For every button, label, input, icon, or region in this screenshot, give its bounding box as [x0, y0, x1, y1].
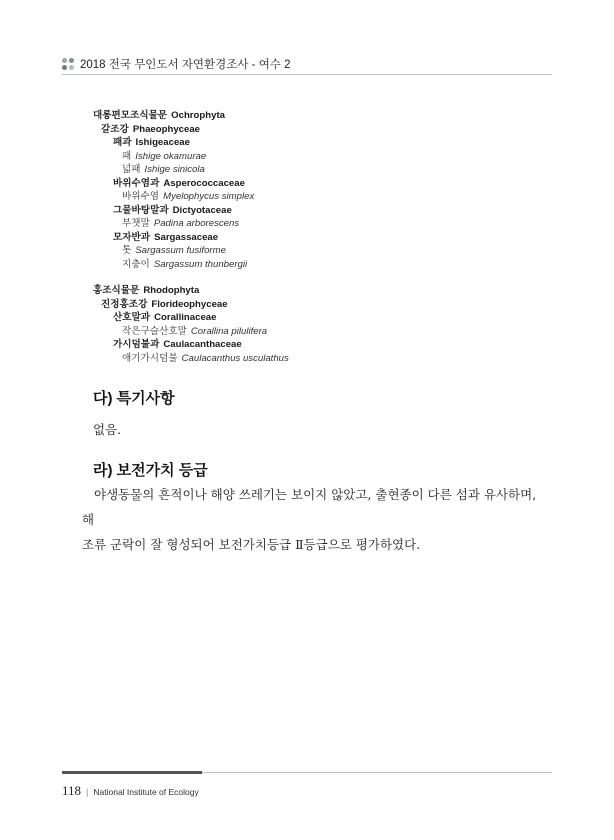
family-row — [93, 311, 513, 325]
species-korean-name: 패 — [122, 150, 132, 162]
dot — [69, 65, 74, 70]
family-name: 그물바탕말과 — [113, 204, 169, 216]
family-row — [93, 338, 513, 352]
family-row — [93, 136, 513, 150]
family-latin: Caulacanthaceae — [163, 339, 242, 350]
header-divider — [62, 74, 552, 75]
taxon-group — [93, 284, 513, 365]
species-row — [93, 258, 513, 272]
species-scientific-name: Padina arborescens — [153, 218, 240, 229]
class-latin: Florideophyceae — [151, 298, 228, 310]
species-korean-name: 부챗말 — [122, 218, 150, 229]
species-scientific-name: Ishige sinicola — [144, 164, 205, 175]
class-name: 진정홍조강 — [101, 298, 148, 310]
family-row — [93, 177, 513, 191]
footer-organization: National Institute of Ecology — [93, 787, 199, 797]
species-scientific-name: Corallina pilulifera — [190, 325, 268, 337]
family-name: 가시덤불과 — [113, 339, 160, 350]
species-row — [93, 163, 513, 177]
species-row — [93, 150, 513, 164]
species-row — [93, 352, 513, 366]
species-scientific-name: Caulacanthus usculathus — [181, 352, 289, 364]
species-scientific-name: Sargassum fusiforme — [135, 245, 226, 256]
section-heading-special-notes: 다) 특기사항 — [93, 390, 175, 407]
division-latin: Ochrophyta — [171, 110, 225, 121]
section-heading-conservation-grade: 라) 보전가치 등급 — [93, 462, 208, 479]
special-notes-text: 없음. — [93, 422, 122, 437]
footer-divider — [202, 772, 552, 773]
class-latin: Phaeophyceae — [132, 123, 201, 135]
family-latin: Asperococcaceae — [163, 177, 245, 189]
species-row — [93, 217, 513, 231]
page-number: 118 — [62, 783, 82, 798]
species-korean-name: 바위수염 — [122, 191, 160, 202]
species-row — [93, 190, 513, 204]
species-korean-name: 지충이 — [122, 258, 150, 270]
division-row — [93, 109, 513, 123]
header-title: 2018 전국 무인도서 자연환경조사 - 여수 2 — [80, 59, 291, 71]
species-korean-name: 작은구슬산호말 — [122, 325, 187, 337]
family-name: 모자반과 — [113, 231, 151, 243]
dot — [62, 65, 67, 70]
species-korean-name: 톳 — [122, 245, 132, 256]
footer-divider-accent — [62, 771, 202, 774]
class-name: 갈조강 — [101, 123, 129, 135]
paragraph-line: 조류 군락이 잘 형성되어 보전가치등급 Ⅱ등급으로 평가하였다. — [82, 537, 421, 552]
footer-separator: | — [86, 787, 89, 797]
dot — [62, 58, 67, 63]
family-latin: Dictyotaceae — [172, 204, 232, 216]
species-list — [93, 109, 513, 378]
division-name: 대롱편모조식물문 — [93, 110, 168, 121]
family-row — [93, 231, 513, 245]
page-footer — [62, 783, 199, 799]
family-latin: Corallinaceae — [154, 312, 217, 323]
dot — [69, 58, 74, 63]
class-row — [93, 123, 513, 137]
taxon-group — [93, 109, 513, 271]
family-name: 산호말과 — [113, 312, 151, 323]
family-name: 바위수염과 — [113, 177, 160, 189]
running-header — [62, 57, 291, 71]
species-scientific-name: Myelophycus simplex — [163, 191, 255, 202]
family-latin: Ishigeaceae — [135, 137, 190, 148]
family-row — [93, 204, 513, 218]
species-korean-name: 애기가시덤불 — [122, 352, 178, 364]
class-row — [93, 298, 513, 312]
family-name: 패과 — [113, 137, 132, 148]
division-row — [93, 284, 513, 298]
division-latin: Rhodophyta — [143, 285, 200, 296]
paragraph-line: 야생동물의 흔적이나 해양 쓰레기는 보이지 않았고, 출현종이 다른 섬과 유사하며, 해 — [82, 487, 537, 527]
conservation-grade-text — [82, 482, 542, 557]
species-row — [93, 244, 513, 258]
species-row — [93, 325, 513, 339]
species-korean-name: 넓패 — [122, 164, 141, 175]
header-dots-icon — [62, 58, 74, 70]
species-scientific-name: Sargassum thunbergii — [153, 258, 248, 270]
family-latin: Sargassaceae — [154, 231, 219, 243]
division-name: 홍조식물문 — [93, 285, 140, 296]
species-scientific-name: Ishige okamurae — [135, 150, 207, 162]
